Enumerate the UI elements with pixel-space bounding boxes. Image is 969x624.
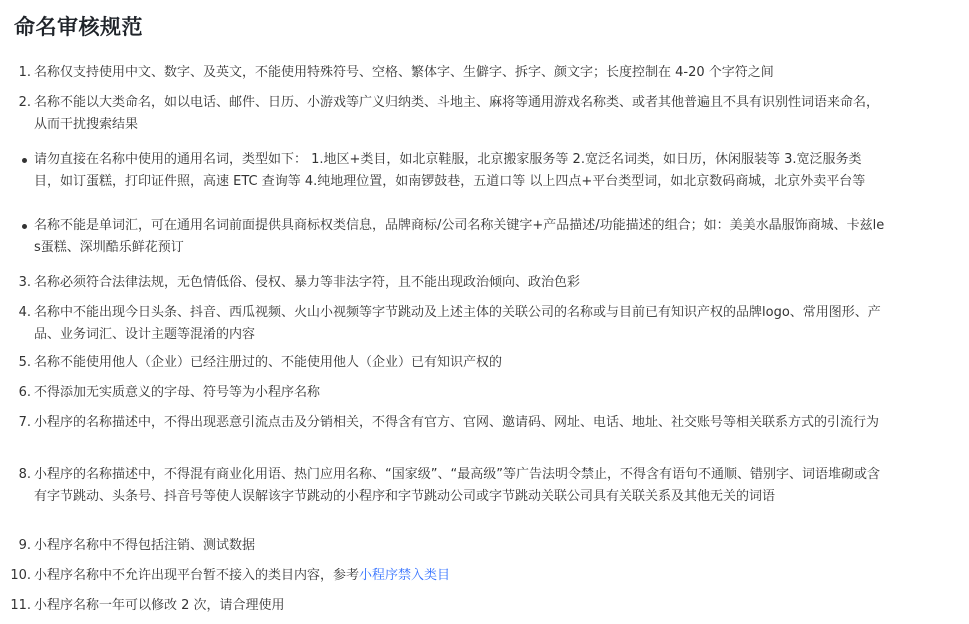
list-number: 9. — [18, 538, 31, 553]
list-item-text: 小程序名称中不得包括注销、测试数据 — [34, 538, 256, 553]
list-item-text: 名称必须符合法律法规，无色情低俗、侵权、暴力等非法字符，且不能出现政治倾向、政治色彩 — [34, 275, 581, 290]
list-item-text-prefix: 小程序名称中不允许出现平台暂不接入的类目内容，参考 — [34, 568, 360, 583]
list-number: 4. — [18, 305, 31, 320]
list-number: 8. — [18, 467, 31, 482]
list-number: 11. — [10, 598, 31, 613]
list-item-text: 小程序的名称描述中，不得出现恶意引流点击及分销相关，不得含有官方、官网、邀请码、网址、电话、地址、社交账号等相关联系方式的引流行为 — [34, 415, 880, 430]
restricted-categories-link[interactable]: 小程序禁入类目 — [359, 568, 451, 583]
list-item-text: 名称不能是单词汇，可在通用名词前面提供具商标权类信息，品牌商标/公司名称关键字+产品描述/功能描述的组合；如：美美水晶服饰商城、卡兹les蛋糕、深圳酷乐鲜花预订 — [34, 218, 885, 255]
list-number: 5. — [18, 355, 31, 370]
list-number: 3. — [18, 275, 31, 290]
list-item-text: 名称不能使用他人（企业）已经注册过的、不能使用他人（企业）已有知识产权的 — [34, 355, 503, 370]
list-number: 7. — [18, 415, 31, 430]
bullet-icon — [22, 158, 27, 163]
list-item-text: 小程序名称一年可以修改 2 次，请合理使用 — [34, 598, 285, 613]
bullet-icon — [22, 224, 27, 229]
list-number: 2. — [18, 95, 31, 110]
list-item-text: 名称中不能出现今日头条、抖音、西瓜视频、火山小视频等字节跳动及上述主体的关联公司的名称或与目前已有知识产权的品牌logo、常用图形、产品、业务词汇、设计主题等混淆的内容 — [34, 305, 881, 342]
page-title: 命名审核规范 — [14, 15, 143, 39]
list-number: 1. — [18, 65, 31, 80]
list-item-text: 名称仅支持使用中文、数字、及英文，不能使用特殊符号、空格、繁体字、生僻字、拆字、颜文字；长度控制在 4-20 个字符之间 — [34, 65, 774, 80]
list-item-text: 名称不能以大类命名，如以电话、邮件、日历、小游戏等广义归纳类、斗地主、麻将等通用游戏名称类、或者其他普遍且不具有识别性词语来命名，从而干扰搜索结果 — [34, 95, 880, 132]
list-item-text — [34, 565, 886, 587]
list-number: 10. — [10, 568, 31, 583]
list-item-text: 请勿直接在名称中使用的通用名词，类型如下： 1.地区+类目，如北京鞋服，北京搬家服务等 2.宽泛名词类，如日历，休闲服装等 3.宽泛服务类目，如订蛋糕，打印证件照，高速 ETC 查询等 4.纯地理位置，如南锣鼓巷，五道口等 以上四点+平台类型词，如北京数码商城，北京外卖平台等 — [34, 152, 866, 189]
list-number: 6. — [18, 385, 31, 400]
list-item-text: 小程序的名称描述中，不得混有商业化用语、热门应用名称、“国家级”、“最高级”等广告法明令禁止，不得含有语句不通顺、错别字、词语堆砌或含有字节跳动、头条号、抖音号等使人误解该字节跳动的小程序和字节跳动公司或字节跳动关联公司具有关联关系及其他无关的词语 — [34, 467, 880, 504]
list-item-text: 不得添加无实质意义的字母、符号等为小程序名称 — [34, 385, 321, 400]
